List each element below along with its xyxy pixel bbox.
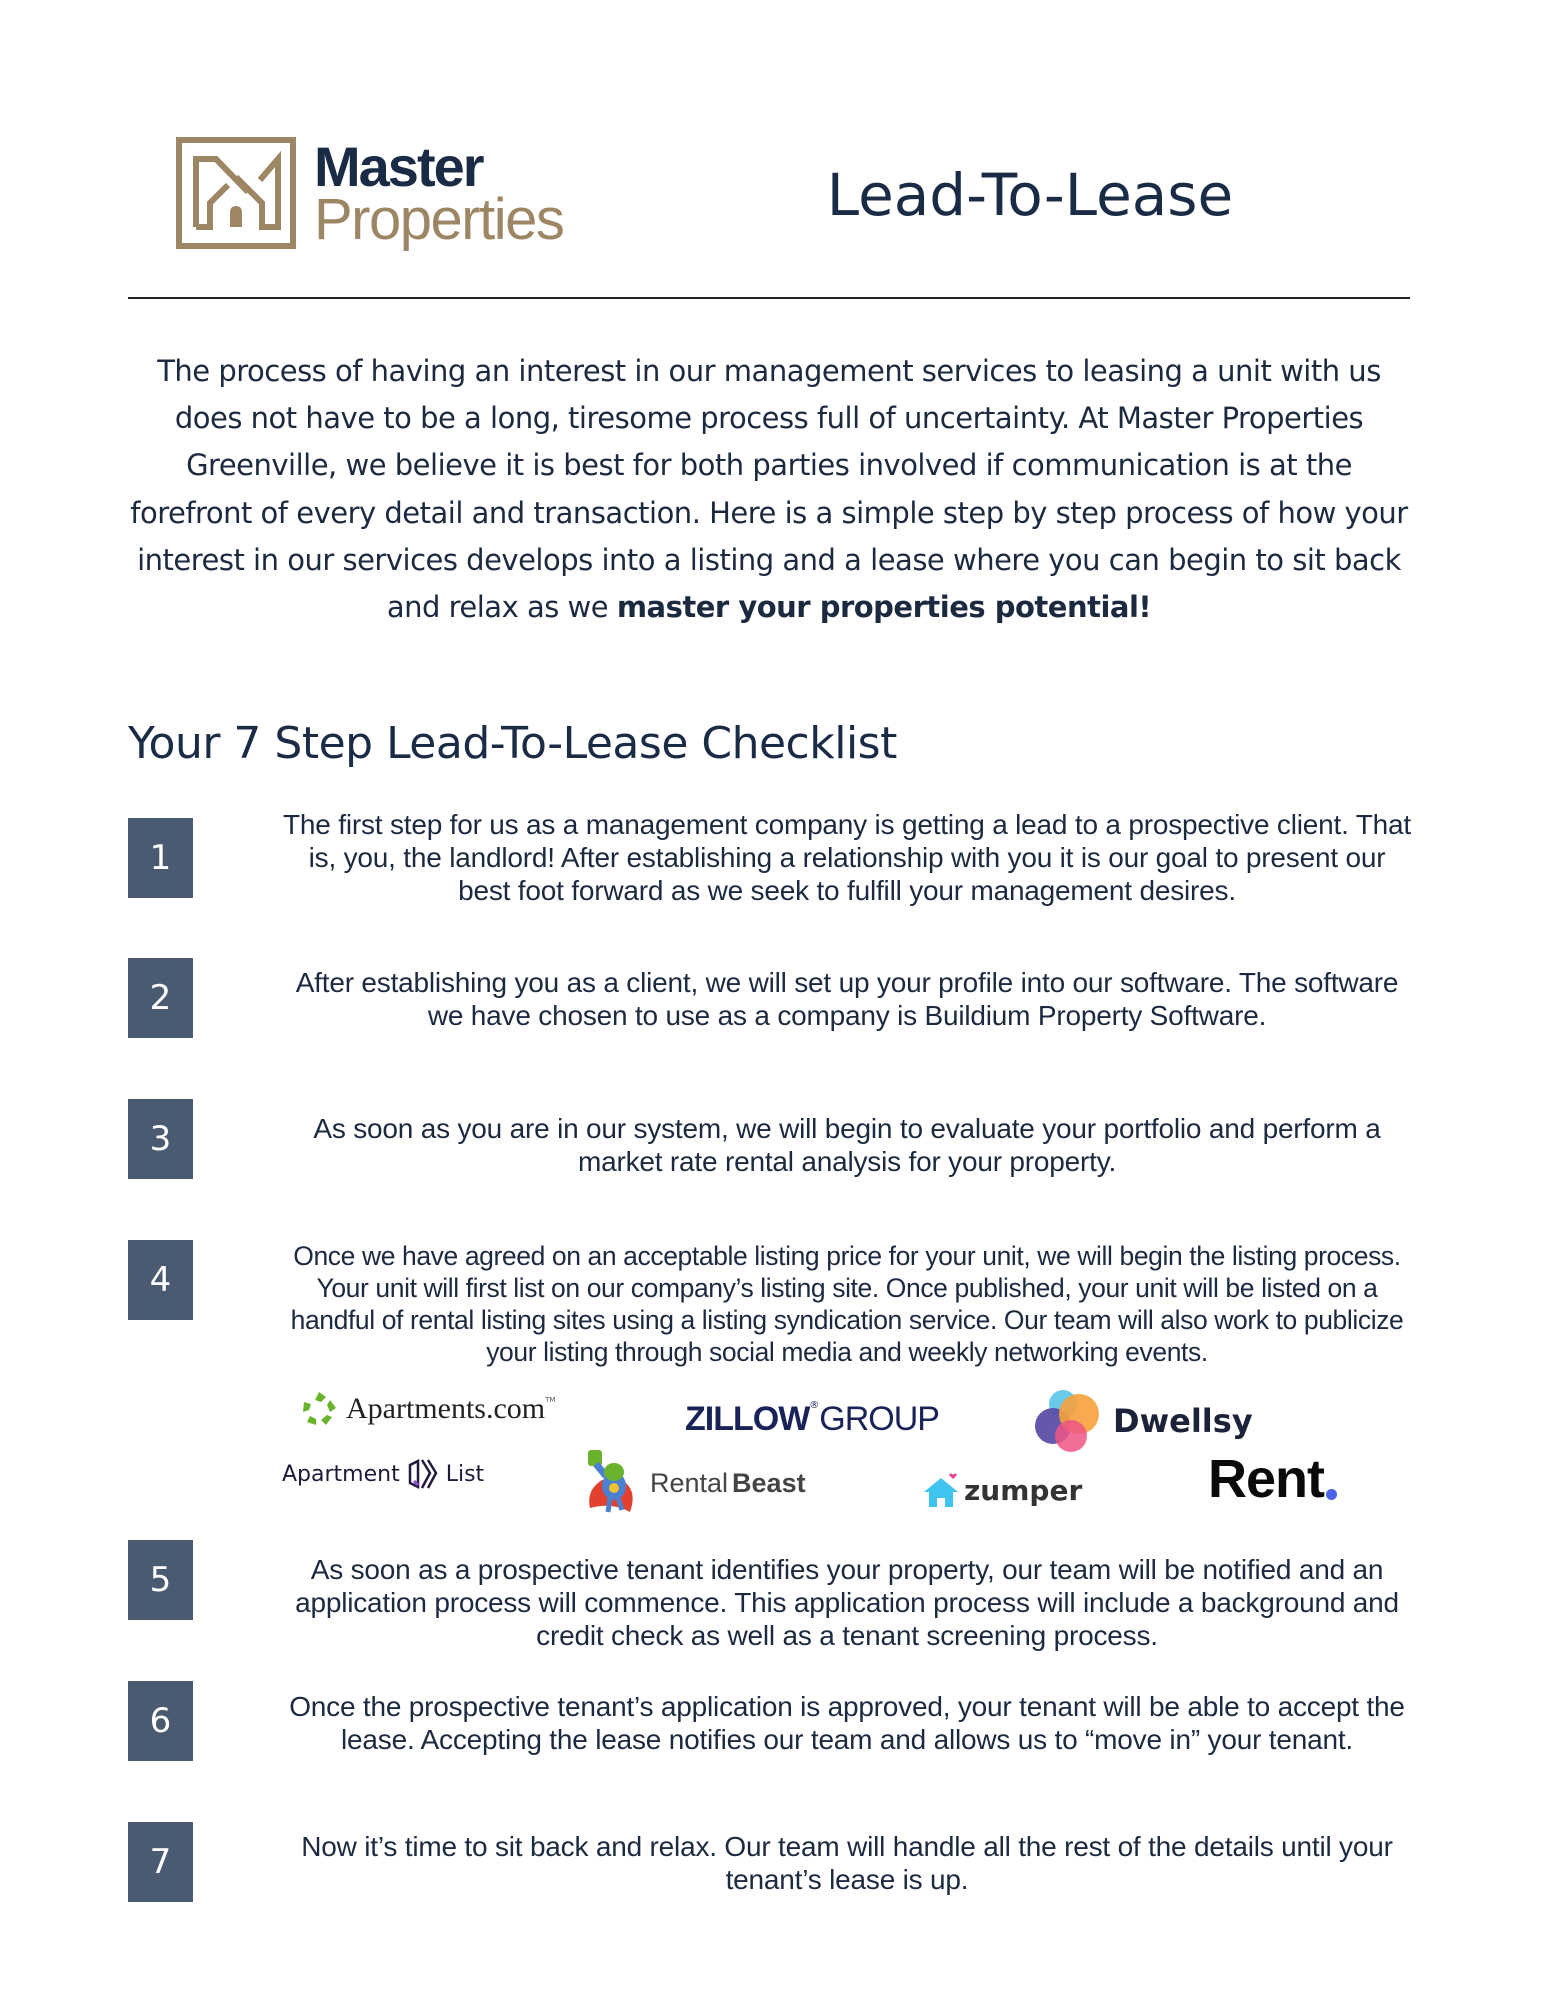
partner-logo-zillow-group	[685, 1400, 939, 1439]
partner-logo-rent	[1208, 1448, 1337, 1510]
checklist-heading: Your 7 Step Lead-To-Lease Checklist	[128, 718, 897, 769]
apartment-list-building-icon	[406, 1457, 440, 1491]
step-description: Once we have agreed on an acceptable listing price for your unit, we will begin the listing process. Your unit will first list on our company’s listing site. Once published, your unit will be listed on a handful of rental listing sites using a listing syndication service. Our team will also work to publicize your listing through social media and weekly networking events.	[290, 1241, 1404, 1367]
logo-wordmark-properties: Properties	[314, 187, 564, 252]
step-description: As soon as a prospective tenant identifies your property, our team will be notified and an application process will commence. This application process will include a background and credit check as well as a tenant screening process.	[295, 1554, 1399, 1651]
apartments-com-name: Apartments.com	[346, 1392, 546, 1425]
zillow-bold-text: ZILLOW	[685, 1400, 810, 1438]
step-number-badge: 3	[128, 1099, 193, 1179]
header-divider	[128, 297, 1410, 299]
zumper-house-icon	[922, 1472, 960, 1508]
partner-logo-dwellsy	[1035, 1388, 1253, 1454]
intro-emphasis: master your properties potential!	[616, 590, 1152, 625]
step-description: The first step for us as a management company is getting a lead to a prospective client. That is, you, the landlord! After establishing a relationship with you it is our goal to present our best foot forward as we seek to fulfill your management desires.	[283, 809, 1411, 906]
rental-beast-bold-text: Beast	[732, 1467, 806, 1498]
zumper-name: zumper	[964, 1473, 1083, 1507]
apartments-com-tm: TM	[545, 1396, 556, 1404]
partner-logo-apartment-list	[282, 1457, 484, 1491]
step-description: Once the prospective tenant’s application is approved, your tenant will be able to accept the lease. Accepting the lease notifies our team and allows us to “move in” your tenant.	[289, 1691, 1405, 1755]
rent-name: Rent	[1208, 1449, 1324, 1509]
apartment-list-left-text: Apartment	[282, 1461, 400, 1487]
rental-beast-mascot-icon	[582, 1450, 644, 1516]
step-number-badge: 1	[128, 818, 193, 898]
apartment-list-right-text: List	[445, 1461, 485, 1487]
zillow-registered-mark: ®	[809, 1400, 820, 1411]
intro-text: The process of having an interest in our management services to leasing a unit with us does not have to be a long, tiresome process full of uncertainty. At Master Properties Greenville, we believe it is best for both parties involved if communication is at the forefront of every detail and transaction. Here is a simple step by step process of how your interest in our services develops into a listing and a lease where you can begin to sit back and relax as we	[130, 354, 1408, 625]
dwellsy-circles-icon	[1035, 1388, 1105, 1454]
partner-logo-rental-beast	[582, 1450, 806, 1516]
step-description: Now it’s time to sit back and relax. Our team will handle all the rest of the details until your tenant’s lease is up.	[301, 1831, 1393, 1895]
step-number-badge: 7	[128, 1822, 193, 1902]
company-logo	[176, 137, 596, 257]
dwellsy-name: Dwellsy	[1113, 1402, 1253, 1440]
step-description: After establishing you as a client, we will set up your profile into our software. The software we have chosen to use as a company is Buildium Property Software.	[295, 967, 1399, 1031]
rent-dot-icon	[1326, 1489, 1337, 1500]
house-m-logo-icon	[176, 137, 296, 249]
intro-paragraph	[128, 348, 1410, 631]
partner-logo-apartments-com	[300, 1390, 555, 1428]
step-description: As soon as you are in our system, we will begin to evaluate your portfolio and perform a market rate rental analysis for your property.	[313, 1113, 1381, 1177]
logo-wordmark-master: Master	[314, 135, 483, 198]
zillow-group-text: GROUP	[819, 1400, 939, 1438]
step-number-badge: 2	[128, 958, 193, 1038]
partner-logo-zumper	[922, 1472, 1082, 1508]
step-number-badge: 4	[128, 1240, 193, 1320]
step-number-badge: 5	[128, 1540, 193, 1620]
step-number-badge: 6	[128, 1681, 193, 1761]
apartments-pentagon-icon	[300, 1390, 338, 1428]
rental-beast-light-text: Rental	[650, 1467, 729, 1498]
document-title: Lead-To-Lease	[826, 161, 1234, 229]
